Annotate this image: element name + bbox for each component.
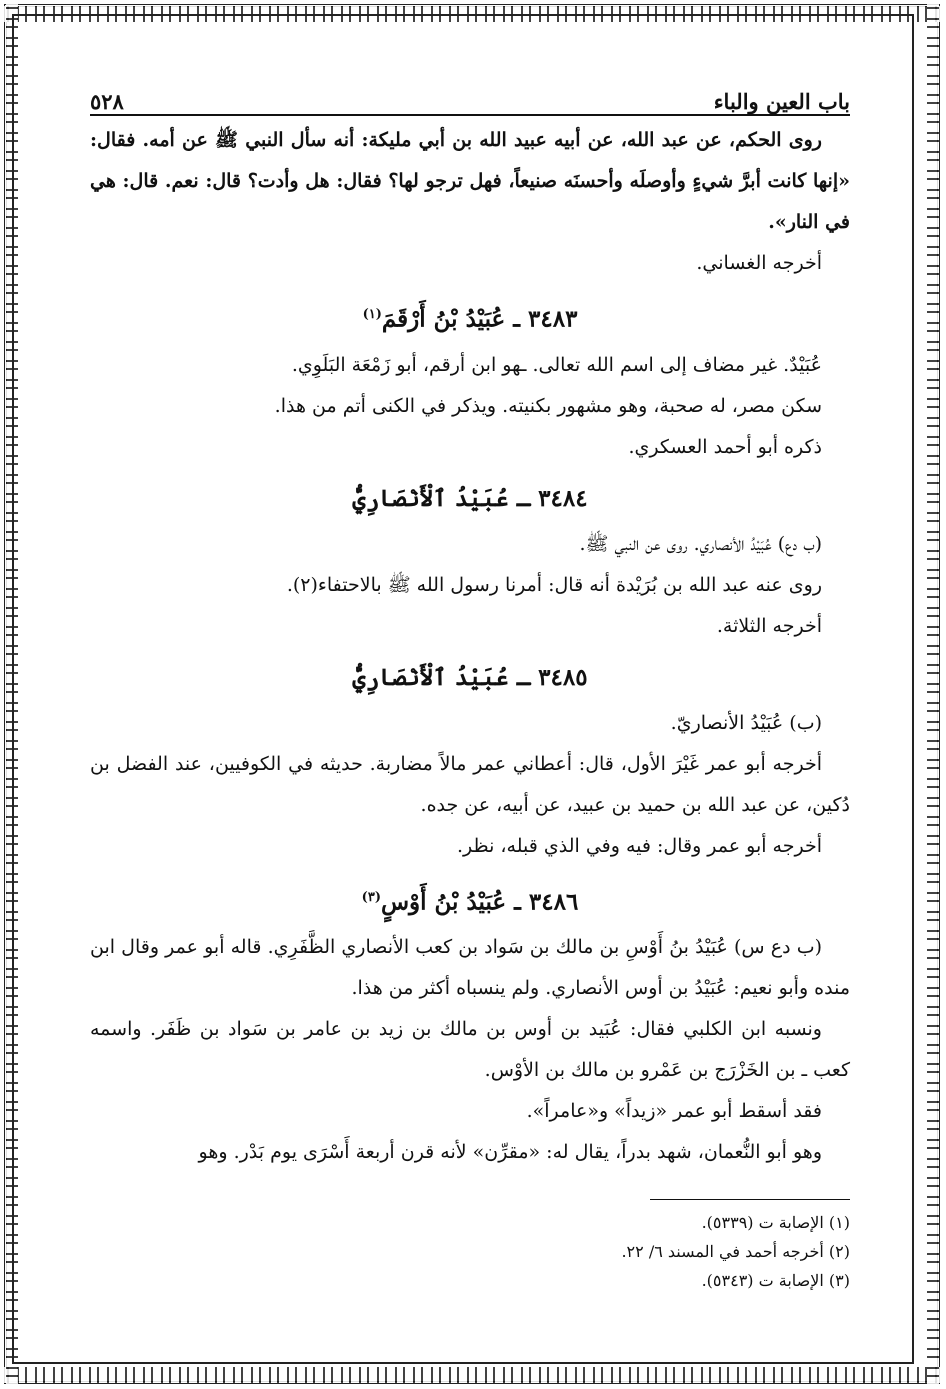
footnotes [90,1208,850,1295]
footnote-ref: (٣) [361,889,381,905]
attribution-line: أخرجه الغساني. [696,252,822,274]
entry-line: ونسبه ابن الكلبي فقال: عُبَيد بن أوس بن مالك بن زيد بن عامر بن سَواد بن ظَفَر. واسمه كعب ـ بن الخَزْرَج بن عَمْرو بن مالك بن الأوْس. [90,1018,850,1082]
border-chain-bottom [4,1367,940,1383]
hadith-paragraph: روى الحكم، عن عبد الله، عن أبيه عبيد الله بن أبي مليكة: أنه سأل النبي ﷺ عن أمه. فقال: «إنها كانت أبرَّ شيءٍ وأوصلَه وأحسنَه صنيعاً، فهل ترجو لها؟ فقال: هل وأدت؟ قال: نعم. قال: هي في النار». [90,129,850,233]
entry-line: عُبَيْدٌ. غير مضاف إلى اسم الله تعالى. ـهو ابن أرقم، أبو زَمْعَة البَلَوِي. [291,353,822,376]
entry-line: روى عنه عبد الله بن بُرَيْدة أنه قال: أمرنا رسول الله ﷺ بالاحتفاء(٢). [286,573,822,596]
entry-line: أخرجه الثلاثة. [716,614,822,637]
page-content [90,70,850,1340]
entry-title-3485: ٣٤٨٥ ـ عُبَيْدُ ٱلْأَنْصَارِيُّ [352,663,588,691]
entry-line: سكن مصر، له صحبة، وهو مشهور بكنيته. ويذكر في الكنى أتم من هذا. [274,394,822,417]
footnote: (١) الإصابة ت (٥٣٣٩). [701,1213,850,1233]
entry-line: (ب دع) عُبَيْدُ الأنصاري. روى عن النبي ﷺ. [579,532,822,555]
entry-line: وهو أبو النُّعمان، شهد بدراً، يقال له: «مقرِّن» لأنه قرن أربعة أَسْرَى يوم بَدْر. وهو [198,1141,822,1164]
footnote-ref: (١) [362,307,382,322]
running-title: باب العين والباء [713,89,850,114]
entry-title-3484: ٣٤٨٤ ـ عُبَيْدُ ٱلْأَنْصَارِيُّ [352,484,588,512]
entry-line: فقد أسقط أبو عمر «زيداً» و«عامراً». [526,1100,822,1123]
page-header [90,70,850,116]
entry-title-3483: ٣٤٨٣ ـ عُبَيْدُ بْنُ أَرْقَمَ$^{(١)}$ [362,305,578,333]
footnote: (٣) الإصابة ت (٥٣٤٣). [701,1271,850,1291]
entry-title-3486: ٣٤٨٦ ـ عُبَيْدُ بْنُ أَوْسٍ$^{(٣)}$ [361,888,579,916]
footnote-divider [650,1199,850,1200]
entry-line: أخرجه أبو عمر غَيْرَ الأول، قال: أعطاني عمر مالاً مضاربة. حديثه في الكوفيين، عند الفضل بن دُكين، عن عبد الله بن حميد بن عبيد، عن أبيه، عن جده. [90,752,850,816]
main-text [90,120,850,1173]
entry-line: ذكره أبو أحمد العسكري. [628,435,822,458]
entry-line: (ب) عُبَيْدُ الأنصاريّ. [670,711,822,734]
border-chain-right [927,4,939,1384]
entry-line: أخرجه أبو عمر وقال: فيه وفي الذي قبله، نظر. [456,834,822,857]
footnote: (٢) أخرجه أحمد في المسند ٦/ ٢٢. [621,1242,850,1262]
entry-line: (ب دع س) عُبَيْدُ بنُ أَوْسِ بن مالك بن سَواد بن كعب الأنصاري الظَّفَرِي. قاله أبو عمر وقال ابن منده وأبو نعيم: عُبَيْدُ بن أوس الأنصاري. ولم ينسباه أكثر من هذا. [90,936,850,1000]
page-number: ٥٢٨ [90,89,124,114]
